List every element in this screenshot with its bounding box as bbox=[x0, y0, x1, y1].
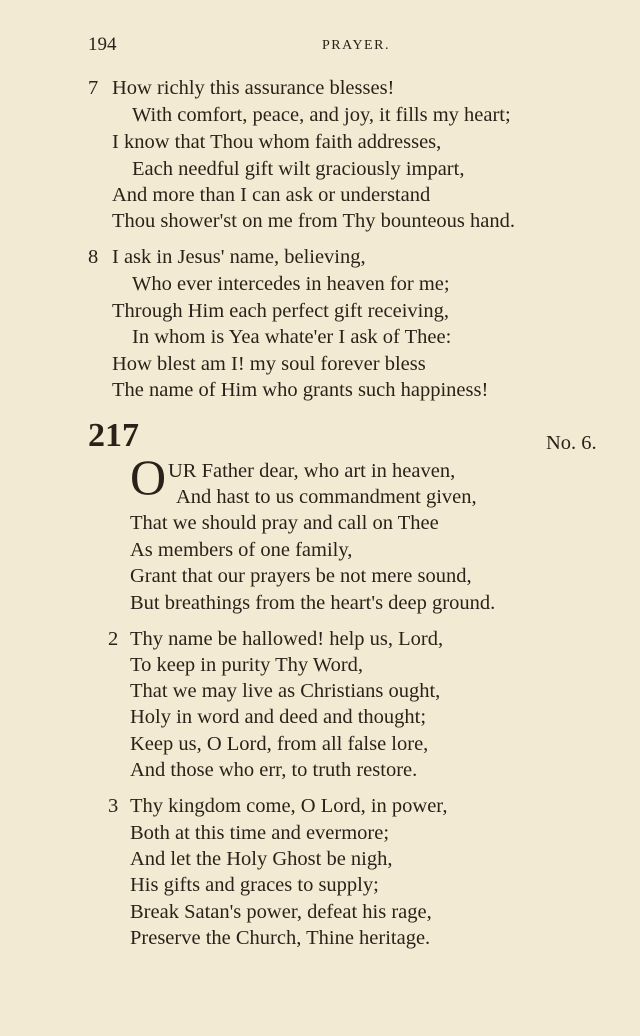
verse-number: 3 bbox=[108, 795, 119, 817]
verse-line: I ask in Jesus' name, believing, bbox=[112, 246, 366, 268]
drop-cap: O bbox=[130, 449, 167, 505]
verse-line: Thy kingdom come, O Lord, in power, bbox=[130, 795, 448, 817]
verse-line: And those who err, to truth restore. bbox=[130, 759, 418, 781]
verse-line: How richly this assurance blesses! bbox=[112, 77, 395, 99]
verse-line: Through Him each perfect gift receiving, bbox=[112, 300, 449, 322]
verse-line: Thou shower'st on me from Thy bounteous hand. bbox=[112, 210, 516, 232]
verse-line: But breathings from the heart's deep ground. bbox=[130, 592, 496, 614]
verse-line: UR Father dear, who art in heaven, bbox=[168, 460, 456, 482]
verse-number: 2 bbox=[108, 628, 119, 650]
verse-line: I know that Thou whom faith addresses, bbox=[112, 131, 442, 153]
verse-line: Each needful gift wilt graciously impart, bbox=[132, 158, 465, 180]
verse-line: As members of one family, bbox=[130, 539, 353, 561]
verse-line: The name of Him who grants such happiness! bbox=[112, 379, 489, 401]
page-number: 194 bbox=[88, 34, 117, 55]
verse-line: And more than I can ask or understand bbox=[112, 184, 431, 206]
verse-number: 7 bbox=[88, 77, 99, 99]
verse-line: And hast to us commandment given, bbox=[176, 486, 477, 508]
verse-line: That we may live as Christians ought, bbox=[130, 680, 441, 702]
verse-line: Keep us, O Lord, from all false lore, bbox=[130, 733, 429, 755]
verse-line: Grant that our prayers be not mere sound, bbox=[130, 565, 472, 587]
verse-line: With comfort, peace, and joy, it fills my heart; bbox=[132, 104, 511, 126]
verse-line: In whom is Yea whate'er I ask of Thee: bbox=[132, 326, 452, 348]
verse-number: 8 bbox=[88, 246, 99, 268]
verse-line: To keep in purity Thy Word, bbox=[130, 654, 364, 676]
verse-line: And let the Holy Ghost be nigh, bbox=[130, 848, 393, 870]
tune-reference: No. 6. bbox=[546, 432, 597, 454]
verse-line: How blest am I! my soul forever bless bbox=[112, 353, 426, 375]
verse-line: Preserve the Church, Thine heritage. bbox=[130, 927, 431, 949]
hymn-number: 217 bbox=[88, 417, 139, 454]
verse-line: His gifts and graces to supply; bbox=[130, 874, 379, 896]
verse-line: Who ever intercedes in heaven for me; bbox=[132, 273, 450, 295]
verse-line: Both at this time and evermore; bbox=[130, 822, 390, 844]
section-title: PRAYER. bbox=[322, 38, 390, 53]
verse-line: Thy name be hallowed! help us, Lord, bbox=[130, 628, 444, 650]
verse-line: That we should pray and call on Thee bbox=[130, 512, 439, 534]
verse-line: Holy in word and deed and thought; bbox=[130, 706, 427, 728]
verse-line: Break Satan's power, defeat his rage, bbox=[130, 901, 432, 923]
